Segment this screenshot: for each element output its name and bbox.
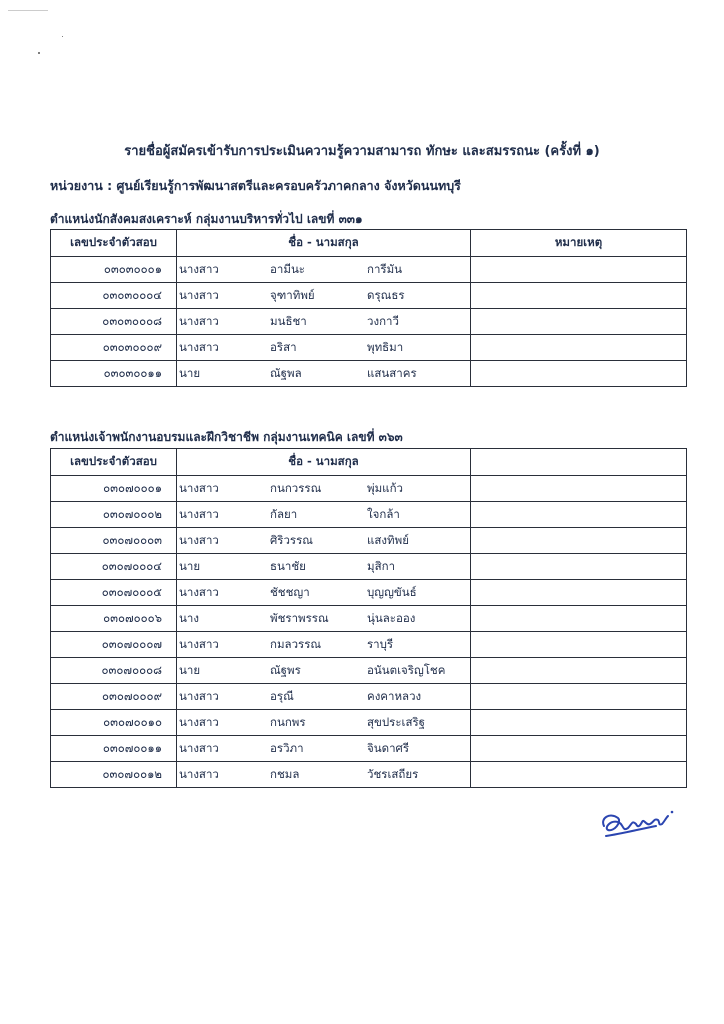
name-prefix: นาย	[179, 365, 201, 380]
exam-id-cell: ๐๓๐๗๐๐๐๙	[51, 684, 177, 710]
first-name: มนธิชา	[270, 313, 307, 328]
first-name: กชมล	[270, 766, 300, 781]
first-name: จุฑาทิพย์	[270, 287, 315, 302]
full-name-cell	[177, 476, 471, 502]
table-row	[51, 684, 687, 710]
first-name: ศิริวรรณ	[270, 532, 313, 547]
scan-speck	[38, 52, 40, 54]
section-heading-training-officer: ตำแหน่งเจ้าพนักงานอบรมและฝึกวิชาชีพ กลุ่มงานเทคนิค เลขที่ ๓๖๓	[50, 430, 403, 444]
column-header-exam-id: เลขประจำตัวสอบ	[51, 449, 177, 476]
full-name-cell	[177, 361, 471, 387]
remarks-cell	[471, 476, 687, 502]
table-row	[51, 502, 687, 528]
column-header-full-name: ชื่อ - นามสกุล	[177, 449, 471, 476]
table-body	[51, 257, 687, 387]
scan-speck	[62, 36, 63, 37]
remarks-cell	[471, 283, 687, 309]
column-header-full-name: ชื่อ - นามสกุล	[177, 230, 471, 257]
full-name-cell	[177, 658, 471, 684]
remarks-cell	[471, 309, 687, 335]
table-row	[51, 335, 687, 361]
candidate-table-social-worker	[50, 229, 687, 387]
exam-id-cell: ๐๓๐๓๐๐๑๑	[51, 361, 177, 387]
last-name: แสงทิพย์	[367, 532, 409, 547]
document-title: รายชื่อผู้สมัครเข้ารับการประเมินความรู้ความสามารถ ทักษะ และสมรรถนะ (ครั้งที่ ๑)	[124, 144, 600, 159]
last-name: การีมัน	[367, 261, 403, 276]
name-prefix: นางสาว	[179, 714, 219, 729]
table-row	[51, 580, 687, 606]
candidate-table-training-officer	[50, 448, 687, 788]
last-name: วัชรเสถียร	[367, 766, 419, 781]
name-prefix: นางสาว	[179, 766, 219, 781]
last-name: คงคาหลวง	[367, 688, 422, 703]
remarks-cell	[471, 606, 687, 632]
first-name: พัชราพรรณ	[270, 610, 329, 625]
first-name: อามีนะ	[270, 261, 305, 276]
name-prefix: นางสาว	[179, 261, 219, 276]
first-name: ชัชชญา	[270, 584, 310, 599]
table-row	[51, 736, 687, 762]
table-row	[51, 309, 687, 335]
column-header-remarks: หมายเหตุ	[471, 230, 687, 257]
remarks-cell	[471, 335, 687, 361]
table-row	[51, 632, 687, 658]
full-name-cell	[177, 762, 471, 788]
name-prefix: นางสาว	[179, 287, 219, 302]
first-name: กนกพร	[270, 714, 306, 729]
full-name-cell	[177, 684, 471, 710]
last-name: อนันตเจริญโชค	[367, 662, 446, 677]
name-prefix: นางสาว	[179, 339, 219, 354]
last-name: สุขประเสริฐ	[367, 714, 426, 729]
exam-id-cell: ๐๓๐๓๐๐๐๙	[51, 335, 177, 361]
remarks-cell	[471, 658, 687, 684]
table-header-row	[51, 449, 687, 476]
full-name-cell	[177, 736, 471, 762]
exam-id-cell: ๐๓๐๗๐๐๑๒	[51, 762, 177, 788]
first-name: กนกวรรณ	[270, 480, 322, 495]
last-name: ดรุณธร	[367, 287, 405, 302]
full-name-cell	[177, 257, 471, 283]
remarks-cell	[471, 554, 687, 580]
remarks-cell	[471, 762, 687, 788]
full-name-cell	[177, 309, 471, 335]
full-name-cell	[177, 580, 471, 606]
name-prefix: นางสาว	[179, 584, 219, 599]
remarks-cell	[471, 580, 687, 606]
exam-id-cell: ๐๓๐๓๐๐๐๔	[51, 283, 177, 309]
agency-line: หน่วยงาน : ศูนย์เรียนรู้การพัฒนาสตรีและครอบครัวภาคกลาง จังหวัดนนทบุรี	[50, 178, 461, 193]
first-name: ธนาชัย	[270, 558, 306, 573]
exam-id-cell: ๐๓๐๗๐๐๐๖	[51, 606, 177, 632]
first-name: กมลวรรณ	[270, 636, 322, 651]
table-row	[51, 710, 687, 736]
exam-id-cell: ๐๓๐๗๐๐๐๒	[51, 502, 177, 528]
full-name-cell	[177, 606, 471, 632]
last-name: นุ่นละออง	[367, 610, 416, 625]
name-prefix: นางสาว	[179, 532, 219, 547]
first-name: อรวิภา	[270, 740, 304, 755]
full-name-cell	[177, 528, 471, 554]
exam-id-cell: ๐๓๐๗๐๐๐๕	[51, 580, 177, 606]
remarks-cell	[471, 528, 687, 554]
first-name: อริสา	[270, 339, 297, 354]
remarks-cell	[471, 632, 687, 658]
column-header-exam-id: เลขประจำตัวสอบ	[51, 230, 177, 257]
remarks-cell	[471, 257, 687, 283]
table-row	[51, 528, 687, 554]
name-prefix: นางสาว	[179, 636, 219, 651]
first-name: ณัฐพล	[270, 365, 302, 380]
first-name: ณัฐพร	[270, 662, 301, 677]
full-name-cell	[177, 502, 471, 528]
table-row	[51, 606, 687, 632]
name-prefix: นาง	[179, 610, 199, 625]
full-name-cell	[177, 710, 471, 736]
remarks-cell	[471, 361, 687, 387]
table-row	[51, 476, 687, 502]
last-name: มุสิกา	[367, 558, 396, 573]
first-name: อรุณี	[270, 688, 294, 703]
exam-id-cell: ๐๓๐๗๐๐๐๔	[51, 554, 177, 580]
table-body	[51, 476, 687, 788]
last-name: พุทธิมา	[367, 339, 404, 354]
name-prefix: นางสาว	[179, 313, 219, 328]
exam-id-cell: ๐๓๐๗๐๐๐๗	[51, 632, 177, 658]
remarks-cell	[471, 502, 687, 528]
exam-id-cell: ๐๓๐๗๐๐๐๑	[51, 476, 177, 502]
first-name: กัลยา	[270, 506, 298, 521]
name-prefix: นางสาว	[179, 688, 219, 703]
last-name: ราบุรี	[367, 636, 394, 651]
remarks-cell	[471, 736, 687, 762]
signature-icon	[598, 806, 678, 842]
table-header-row	[51, 230, 687, 257]
full-name-cell	[177, 632, 471, 658]
remarks-cell	[471, 684, 687, 710]
last-name: บุญญขันธ์	[367, 584, 417, 599]
exam-id-cell: ๐๓๐๓๐๐๐๘	[51, 309, 177, 335]
table-row	[51, 658, 687, 684]
exam-id-cell: ๐๓๐๗๐๐๑๑	[51, 736, 177, 762]
table-row	[51, 361, 687, 387]
section-heading-social-worker: ตำแหน่งนักสังคมสงเคราะห์ กลุ่มงานบริหารทั่วไป เลขที่ ๓๓๑	[50, 212, 363, 226]
exam-id-cell: ๐๓๐๓๐๐๐๑	[51, 257, 177, 283]
name-prefix: นาย	[179, 558, 201, 573]
full-name-cell	[177, 283, 471, 309]
name-prefix: นางสาว	[179, 740, 219, 755]
last-name: พุ่มแก้ว	[367, 480, 403, 495]
last-name: จินดาศรี	[367, 740, 410, 755]
full-name-cell	[177, 335, 471, 361]
exam-id-cell: ๐๓๐๗๐๐๑๐	[51, 710, 177, 736]
exam-id-cell: ๐๓๐๗๐๐๐๓	[51, 528, 177, 554]
last-name: วงกาวี	[367, 313, 399, 328]
remarks-cell	[471, 710, 687, 736]
last-name: ใจกล้า	[367, 506, 400, 521]
scan-speck	[8, 10, 48, 11]
full-name-cell	[177, 554, 471, 580]
table-row	[51, 762, 687, 788]
name-prefix: นาย	[179, 662, 201, 677]
exam-id-cell: ๐๓๐๗๐๐๐๘	[51, 658, 177, 684]
table-row	[51, 283, 687, 309]
table-row	[51, 257, 687, 283]
table-row	[51, 554, 687, 580]
last-name: แสนสาคร	[367, 365, 417, 380]
column-header-remarks	[471, 449, 687, 476]
name-prefix: นางสาว	[179, 480, 219, 495]
name-prefix: นางสาว	[179, 506, 219, 521]
